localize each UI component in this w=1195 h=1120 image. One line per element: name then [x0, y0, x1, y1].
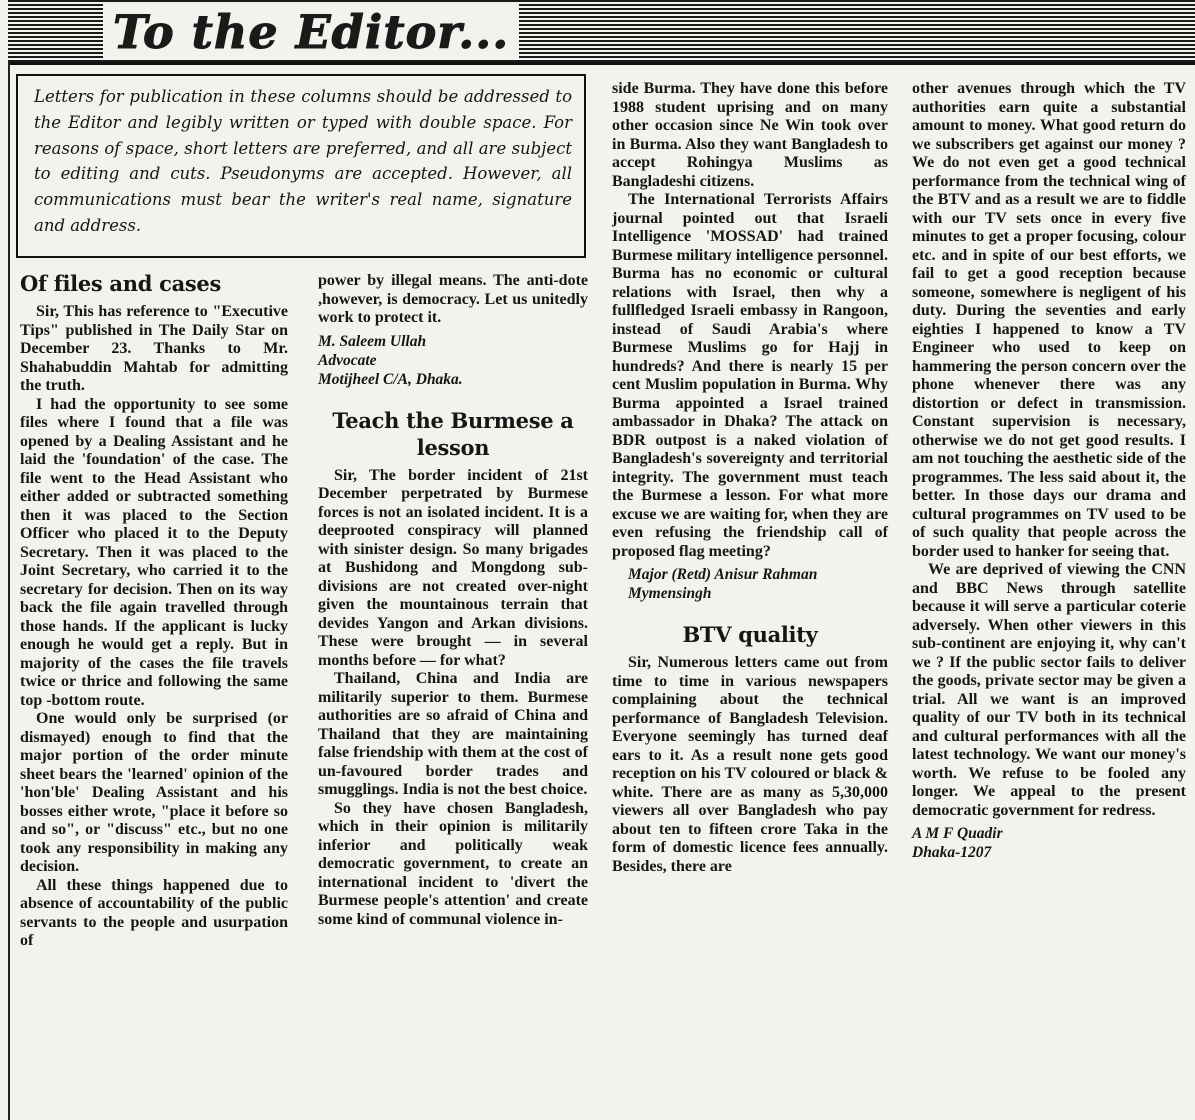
signature-location: Motijheel C/A, Dhaka. [318, 370, 463, 388]
editorial-notice-box: Letters for publication in these columns should be addressed to the Editor and legibly written or typed with double space. For reasons of space, short letters are preferred, and all are subject to editing and cuts. Pseudonyms are accepted. However, all communications must bear the writer's real name, signature and address. [16, 74, 586, 258]
column-2 [318, 272, 588, 929]
letter-2-headline: Teach the Burmese a lesson [332, 407, 574, 460]
signature-name: Major (Retd) Anisur Rahman [628, 566, 818, 583]
letter-1-signature [318, 332, 588, 389]
signature-location: Mymensingh [628, 585, 712, 602]
letter-2-paragraph: Thailand, China and India are militarily superior to them. Burmese authorities are so afraid of China and Thailand that they are maintaining false friendship with them at the cost of un-favoured border trades and smugglings. India is not the best choice. [318, 670, 588, 798]
letter-2-paragraph-continued: side Burma. They have done this before 1988 student uprising and on many other occasion since Ne Win took over in Burma. Also they want Bangladesh to accept Rohingya Muslims as Bangladeshi citizens. [612, 80, 888, 190]
letter-3-paragraph: Sir, Numerous letters came out from time to time in various newspapers complaining about the technical performance of Bangladesh Television. Everyone seemingly has turned deaf ears to it. As a result none gets good reception on his TV coloured or black & white. There are as many as 5,30,000 viewers all over Bangladesh who pay about ten to fifteen crore Taka in the form of domestic licence fees annually. Besides, there are [612, 654, 888, 875]
column-4 [912, 80, 1186, 862]
letter-1-paragraph: One would only be surprised (or dismayed) enough to find that the major portion of the order minute sheet bears the 'learned' opinion of the 'hon'ble' Dealing Assistant and his bosses either wrote, "place it before so and so", or "discuss" etc., but no one took any responsibility in making any decision. [20, 710, 288, 875]
masthead-banner [8, 0, 1195, 65]
letter-1-paragraph: All these things happened due to absence of accountability of the public servants to the people and usurpation of [20, 876, 288, 949]
signature-name: M. Saleem Ullah [318, 332, 427, 350]
letter-2-paragraph: So they have chosen Bangladesh, which in their opinion is militarily inferior and politically weak democratic government, to create an international incident to 'divert the Burmese people's attention' and create some kind of communal violence in- [318, 799, 588, 928]
letter-2-signature [628, 565, 888, 603]
letter-1-paragraph: I had the opportunity to see some files where I found that a file was opened by a Dealing Assistant and he laid the 'foundation' of the case. The file went to the Head Assistant who either added or subtracted something then it was placed to the Section Officer who placed it to the Deputy Secretary. Then it was placed to the Joint Secretary, who carried it to the secretary for decision. Then on its way back the file again travelled through those hands. If the applicant is lucky enough he would get a reply. But in majority of the cases the file travels twice or thrice and following the same top -bottom route. [20, 395, 288, 709]
letter-1-headline: Of files and cases [20, 271, 221, 296]
signature-location: Dhaka-1207 [912, 844, 992, 861]
column-1 [20, 270, 288, 951]
section-title: To the Editor... [103, 4, 519, 60]
letter-1-paragraph: Sir, This has reference to "Executive Tips" published in The Daily Star on December 23. Thanks to Mr. Shahabuddin Mahtab for admitting the truth. [20, 303, 288, 394]
letter-3-signature [912, 824, 1186, 862]
left-rule [8, 62, 10, 1120]
letter-3-paragraph: We are deprived of viewing the CNN and BBC News through satellite because it will serve a particular coterie adversely. When other viewers in this sub-continent are enjoying it, why can't we ? If the public sector fails to deliver the goods, private sector may be given a trial. All we want is an improved quality of our TV both in its technical and cultural performances with all the latest technology. We want our money's worth. We refuse to be fooled any longer. We appeal to the present democratic government for redress. [912, 561, 1186, 819]
letter-2-paragraph: Sir, The border incident of 21st December perpetrated by Burmese forces is not an isolated incident. It is a deeprooted conspiracy will planned with sinister design. So many brigades at Bushidong and Mongdong sub-divisions are not created over-night given the mountainous terrain that devides Yangon and Arkan divisions. These were brought — in several months before — for what? [318, 466, 588, 669]
letter-2-paragraph: The International Terrorists Affairs journal pointed out that Israeli Intelligence 'MOSSAD' had trained Burmese military intelligence personnel. Burma has no economic or cultural relations with Israel, then why a fullfledged Israeli embassy in Rangoon, instead of Saudi Arabia's where Burmese Muslims go for Hajj in hundreds? And there is nearly 15 per cent Muslim population in Burma. Why Burma appointed a Israel trained ambassador in Dhaka? The attack on BDR outpost is a naked violation of Bangladesh's sovereignty and territorial integrity. The government must teach the Burmese a lesson. For what more excuse we are waiting for, when they are even refusing the friendship call of proposed flag meeting? [612, 191, 888, 560]
letter-3-paragraph-continued: other avenues through which the TV authorities earn quite a substantial amount to money. What good return do we subscribers get against our money ? We do not even get a good technical performance from the technical wing of the BTV and as a result we are to fiddle with our TV sets once in every five minutes to get a proper focusing, colour etc. and in spite of our best efforts, we fail to get a good reception because someone, somewhere is negligent of his duty. During the seventies and early eighties I happened to know a TV Engineer who used to keep on hammering the person concern over the phone whenever there was any distortion or defect in transmission. Constant supervision is necessary, otherwise we do not get good results. I am not touching the aesthetic side of the programmes. The less said about it, the better. In those days our drama and cultural programmes on TV used to be of such quality that people across the border used to hanker for seeing that. [912, 80, 1186, 560]
signature-title: Advocate [318, 351, 377, 369]
letter-3-headline: BTV quality [682, 622, 818, 647]
letter-1-paragraph-continued: power by illegal means. The anti-dote ,however, is democracy. Let us unitedly work to protect it. [318, 272, 588, 326]
column-3 [612, 80, 888, 876]
signature-name: A M F Quadir [912, 825, 1003, 842]
